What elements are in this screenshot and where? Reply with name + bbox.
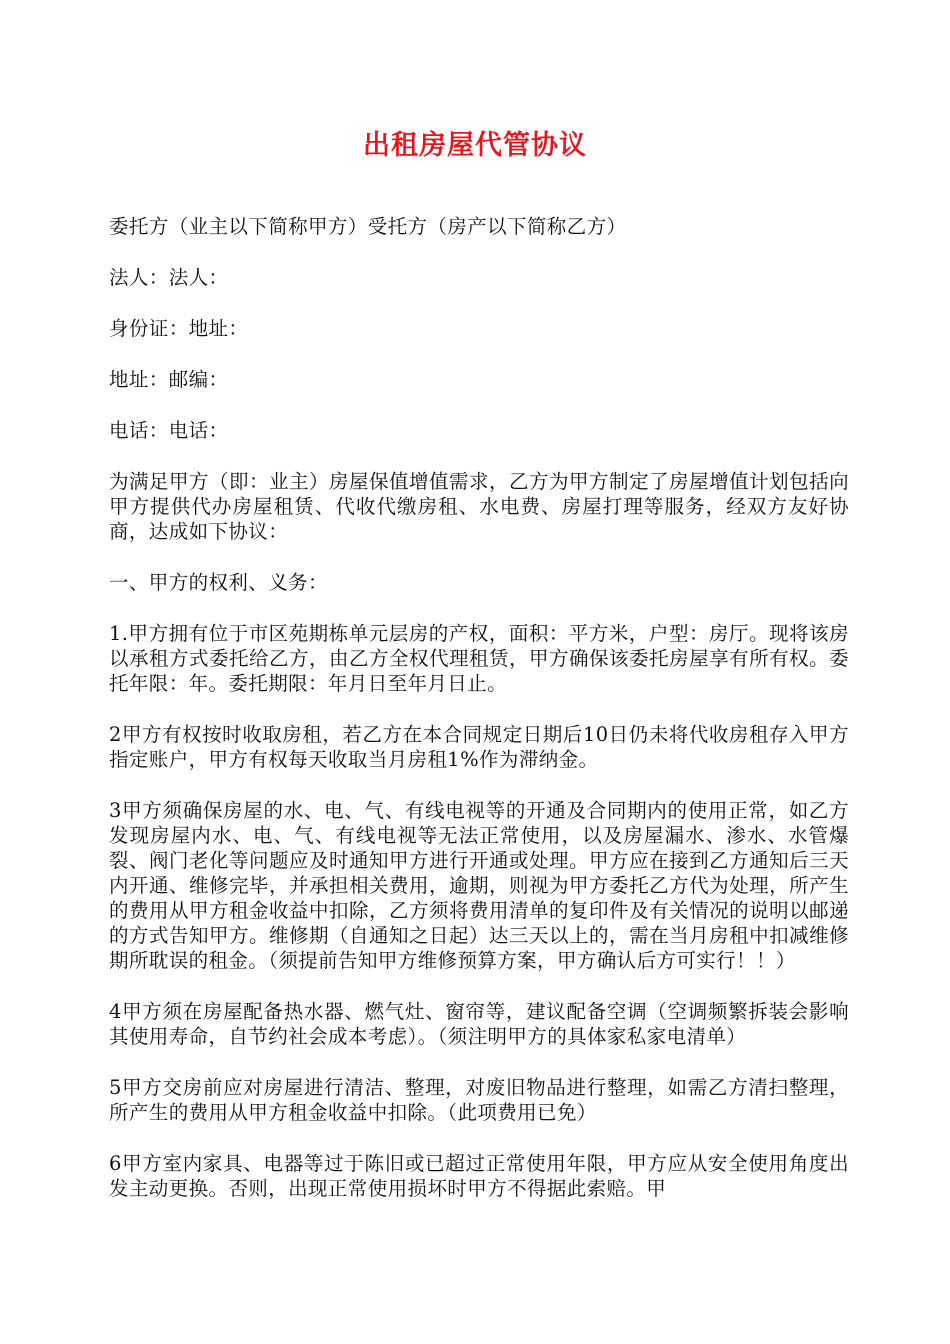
section-heading: 一、甲方的权利、义务： (109, 571, 328, 594)
parties-paragraph: 委托方（业主以下简称甲方）受托方（房产以下简称乙方） (109, 215, 627, 238)
phone-line: 电话：电话： (109, 419, 229, 442)
clause-1: 1.甲方拥有位于市区苑期栋单元层房的产权，面积：平方米，户型：房厅。现将该房以承租方式委托给乙方，由乙方全权代理租赁，甲方确保该委托房屋享有所有权。委托年限：年。委托期限：年月日至年月日止。 (109, 622, 849, 695)
address-postcode-line: 地址：邮编： (109, 368, 229, 391)
legal-person-line: 法人：法人： (109, 266, 229, 289)
clause-2: 2甲方有权按时收取房租，若乙方在本合同规定日期后10日仍未将代收房租存入甲方指定账户，甲方有权每天收取当月房租1%作为滞纳金。 (109, 723, 849, 771)
clause-6: 6甲方室内家具、电器等过于陈旧或已超过正常使用年限，甲方应从安全使用角度出发主动更换。否则，出现正常使用损坏时甲方不得据此索赔。甲 (109, 1152, 849, 1200)
id-address-line: 身份证：地址： (109, 317, 249, 340)
clause-3: 3甲方须确保房屋的水、电、气、有线电视等的开通及合同期内的使用正常，如乙方发现房屋内水、电、气、有线电视等无法正常使用，以及房屋漏水、渗水、水管爆裂、阀门老化等问题应及时通知甲方进行开通或处理。甲方应在接到乙方通知后三天内开通、维修完毕，并承担相关费用，逾期，则视为甲方委托乙方代为处理，所产生的费用从甲方租金收益中扣除，乙方须将费用清单的复印件及有关情况的说明以邮递的方式告知甲方。维修期（自通知之日起）达三天以上的，需在当月房租中扣减维修期所耽误的租金。（须提前告知甲方维修预算方案，甲方确认后方可实行！！） (109, 799, 849, 972)
document-body (109, 214, 849, 1227)
clause-4: 4甲方须在房屋配备热水器、燃气灶、窗帘等，建议配备空调（空调频繁拆装会影响其使用寿命，自节约社会成本考虑）。（须注明甲方的具体家私家电清单） (109, 1000, 849, 1048)
preamble-paragraph: 为满足甲方（即：业主）房屋保值增值需求，乙方为甲方制定了房屋增值计划包括向甲方提供代办房屋租赁、代收代缴房租、水电费、房屋打理等服务，经双方友好协商，达成如下协议： (109, 470, 849, 543)
clause-5: 5甲方交房前应对房屋进行清洁、整理，对废旧物品进行整理，如需乙方清扫整理，所产生的费用从甲方租金收益中扣除。（此项费用已免） (109, 1076, 849, 1124)
document-title: 出租房屋代管协议 (363, 130, 587, 161)
